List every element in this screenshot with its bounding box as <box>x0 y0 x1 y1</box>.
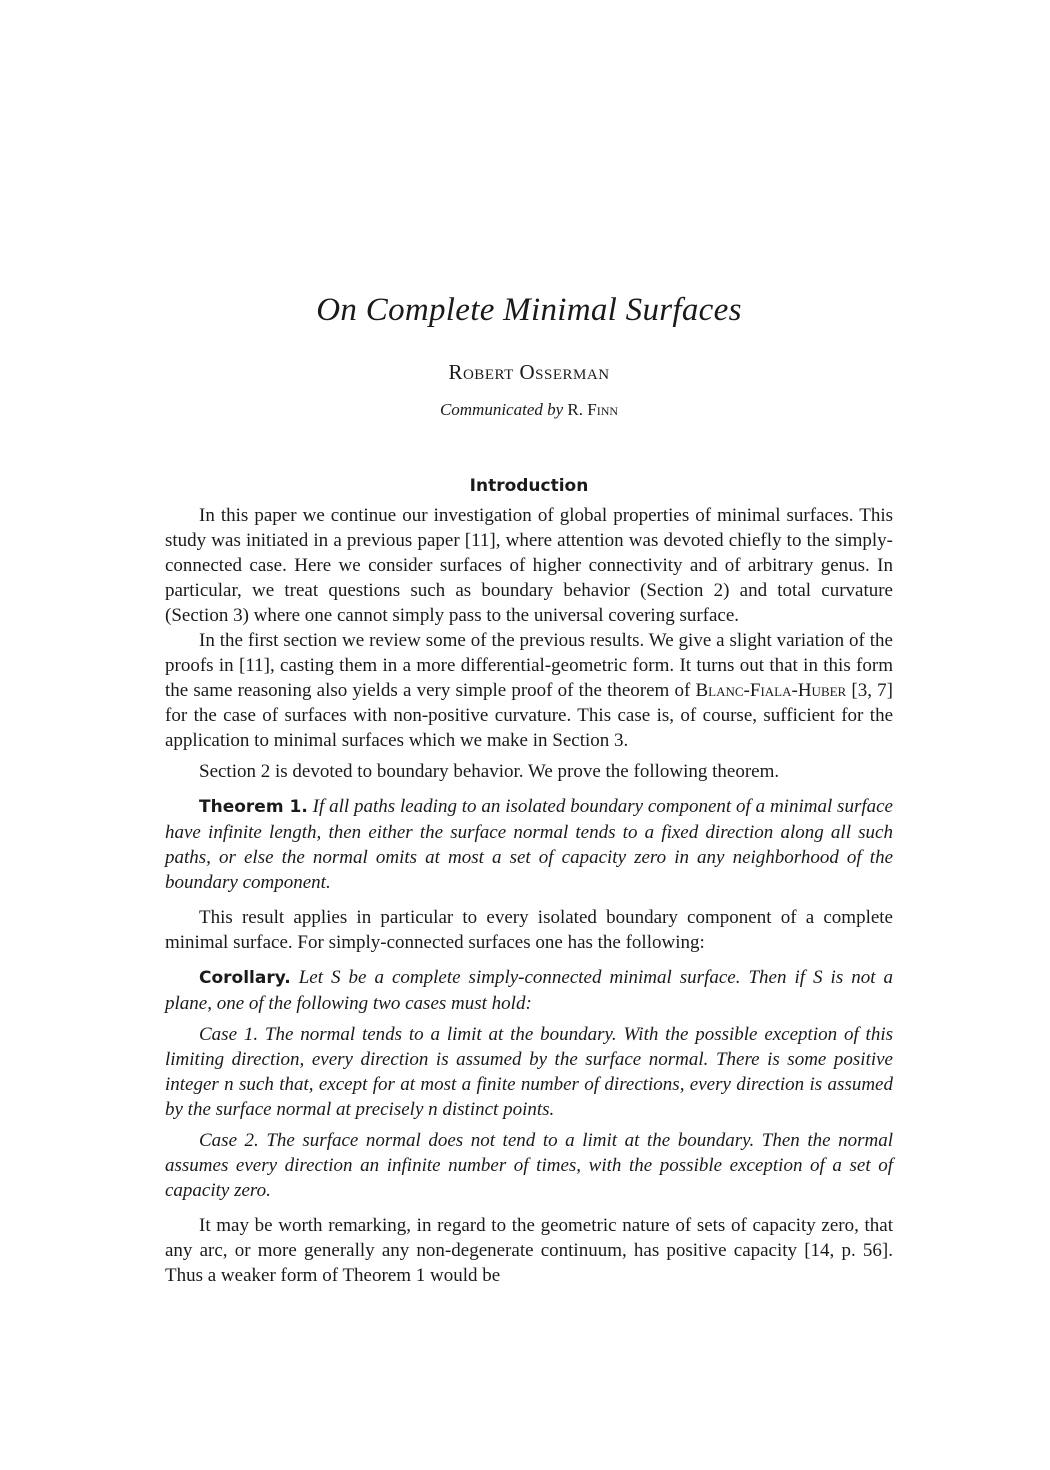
corollary-label: Corollary. <box>199 968 291 988</box>
paper-title: On Complete Minimal Surfaces <box>316 292 742 328</box>
after-theorem-paragraph: This result applies in particular to every isolated boundary component of a complete minimal surface. For simply-connected surfaces one has the following: <box>165 907 893 953</box>
intro-paragraph-3: Section 2 is devoted to boundary behavior. We prove the following theorem. <box>199 761 780 782</box>
author-name <box>165 360 893 385</box>
theorem-1 <box>165 794 893 895</box>
communicated-by <box>165 400 893 420</box>
intro-paragraph-2-part-a: In the first section we review some of the previous results. We give a slight variation of the proofs in [11], casting them in a more differential-geometric form. It turns out that in this form the same reasoning also yields a very simple proof of the theorem of <box>165 630 893 701</box>
intro-paragraph-1: In this paper we continue our investigation of global properties of minimal surfaces. This study was initiated in a previous paper [11], where attention was devoted chiefly to the simply-connected case. Here we consider surfaces of higher connectivity and of arbitrary genus. In particular, we treat questions such as boundary behavior (Section 2) and total curvature (Section 3) where one cannot simply pass to the universal covering surface. <box>165 505 893 626</box>
case-2: Case 2. The surface normal does not tend to a limit at the boundary. Then the normal assumes every direction an infinite number of times, with the possible exception of a set of capacity zero. <box>165 1130 893 1201</box>
body-text <box>165 503 893 1288</box>
corollary <box>165 965 893 1016</box>
author-names-blanc-fiala-huber: Blanc-Fiala-Huber <box>695 680 847 701</box>
author-first-name: Robert <box>448 360 514 384</box>
introduction-heading: Introduction <box>469 476 589 496</box>
author-last-name: Osserman <box>519 360 610 384</box>
theorem-label: Theorem 1. <box>199 797 308 817</box>
communicated-name: R. Finn <box>567 400 619 419</box>
communicated-prefix: Communicated by <box>439 400 564 419</box>
closing-paragraph: It may be worth remarking, in regard to the geometric nature of sets of capacity zero, that any arc, or more generally any non-degenerate continuum, has positive capacity [14, p. 56]. Thus a weaker form of Theorem 1 would be <box>165 1215 893 1286</box>
intro-paragraph-2-part-b: [3, 7] for the case of surfaces with non-positive curvature. This case is, of course, sufficient for the application to minimal surfaces which we make in Section 3. <box>165 680 893 751</box>
intro-paragraph-2 <box>165 628 893 753</box>
corollary-statement: Let S be a complete simply-connected minimal surface. Then if S is not a plane, one of the following two cases must hold: <box>165 967 893 1014</box>
case-1: Case 1. The normal tends to a limit at the boundary. With the possible exception of this limiting direction, every direction is assumed by the surface normal. There is some positive integer n such that, except for at most a finite number of directions, every direction is assumed by the surface normal at precisely n distinct points. <box>165 1024 893 1120</box>
theorem-statement: If all paths leading to an isolated boundary component of a minimal surface have infinite length, then either the surface normal tends to a fixed direction along all such paths, or else the normal omits at most a set of capacity zero in any neighborhood of the boundary component. <box>165 796 893 893</box>
